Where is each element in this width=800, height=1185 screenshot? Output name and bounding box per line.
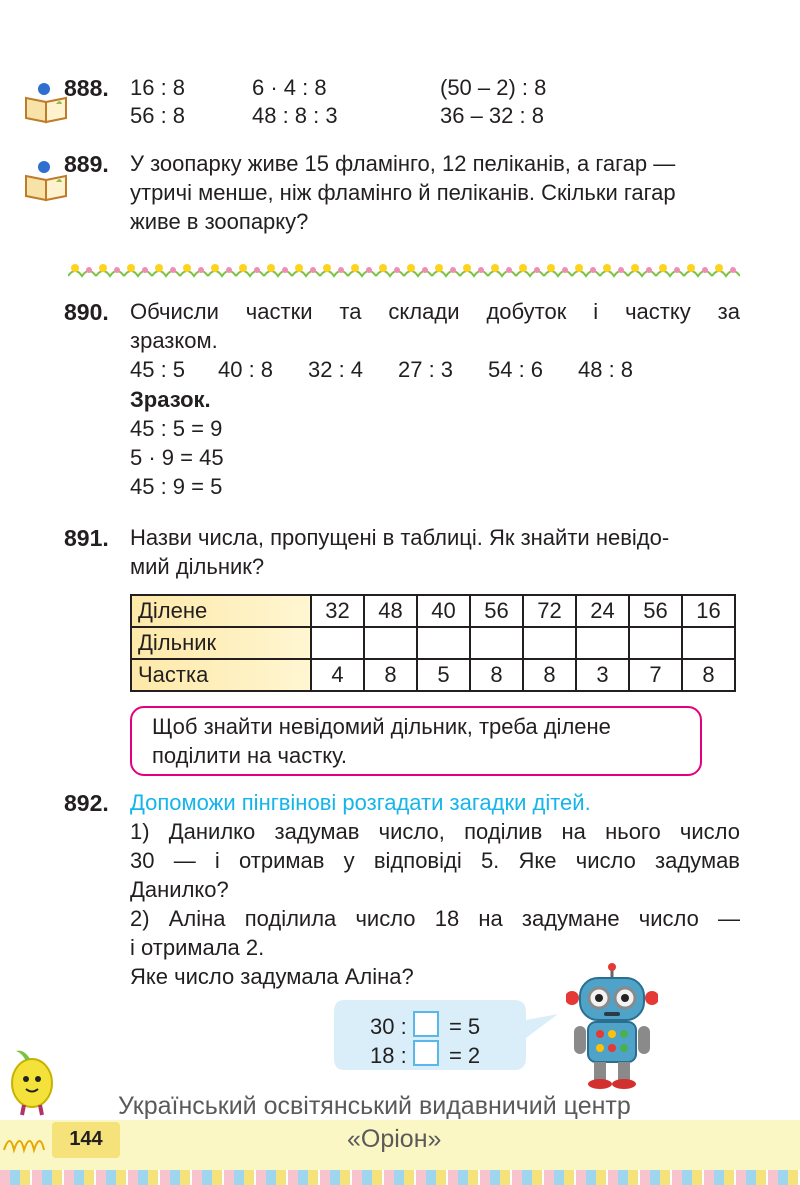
task-890-expr: 45 : 5 [130, 357, 186, 382]
swirl-decoration [0, 1122, 52, 1158]
table-cell-empty [523, 627, 576, 659]
table-cell: 56 [470, 595, 523, 627]
task-891-text: мий дільник? [130, 554, 265, 579]
task-889-number: 889. [64, 151, 109, 177]
sample-line: 5 · 9 = 45 [130, 445, 224, 470]
task-888-expr: 36 – 32 : 8 [440, 103, 544, 128]
task-888-expr: 56 : 8 [130, 103, 186, 128]
lemon-mascot [0, 1045, 60, 1117]
table-cell: 3 [576, 659, 629, 691]
task-892-text: 1) Данилко задумав число, поділив на нього число [130, 819, 740, 844]
task-892-text: 30 — і отримав у відповіді 5. Яке число задумав [130, 848, 740, 873]
task-892-number: 892. [64, 790, 109, 816]
robot-illustration [566, 962, 658, 1090]
table-cell-empty [576, 627, 629, 659]
footer-squares [0, 1170, 800, 1185]
eq-left: 18 : [370, 1043, 407, 1068]
table-cell-empty [470, 627, 523, 659]
table-cell: 56 [629, 595, 682, 627]
publisher-name: Український освітянський видавничий центр [118, 1092, 631, 1120]
task-888-number: 888. [64, 75, 109, 101]
task-892-text: Данилко? [130, 877, 229, 902]
table-cell: 40 [417, 595, 470, 627]
table-cell-empty [629, 627, 682, 659]
sample-line: 45 : 5 = 9 [130, 416, 223, 441]
task-890-number: 890. [64, 299, 109, 325]
task-888-expr: 16 : 8 [130, 75, 186, 100]
table-cell: 4 [311, 659, 364, 691]
task-892-text: 2) Аліна поділила число 18 на задумане число — [130, 906, 740, 931]
row-label-dividend: Ділене [131, 595, 311, 627]
table-row [131, 595, 735, 627]
task-892-text: Яке число задумала Аліна? [130, 964, 414, 989]
equation-line [370, 1011, 480, 1040]
rule-text: Щоб знайти невідомий дільник, треба ділене [152, 714, 611, 739]
equation-line [370, 1040, 480, 1069]
table-cell: 8 [682, 659, 735, 691]
table-cell: 7 [629, 659, 682, 691]
table-cell: 8 [523, 659, 576, 691]
table-cell: 32 [311, 595, 364, 627]
task-890-expr: 27 : 3 [398, 357, 454, 382]
table-cell: 16 [682, 595, 735, 627]
rule-box [130, 706, 702, 776]
table-cell: 24 [576, 595, 629, 627]
task-891-text: Назви числа, пропущені в таблиці. Як знайти невідо- [130, 525, 670, 550]
eq-left: 30 : [370, 1014, 407, 1039]
task-889-text: У зоопарку живе 15 фламінго, 12 пеліканів, а гагар — [130, 151, 676, 176]
table-cell: 5 [417, 659, 470, 691]
task-892-title: Допоможи пінгвінові розгадати загадки дітей. [130, 790, 591, 815]
sample-line: 45 : 9 = 5 [130, 474, 223, 499]
task-888-expr: (50 – 2) : 8 [440, 75, 547, 100]
row-label-quotient: Частка [131, 659, 311, 691]
table-cell-empty [417, 627, 470, 659]
task-892-text: і отримала 2. [130, 935, 265, 960]
page-number: 144 [69, 1128, 103, 1150]
eq-right: = 2 [448, 1043, 481, 1068]
task-888-expr: 48 : 8 : 3 [252, 103, 338, 128]
table-cell-empty [682, 627, 735, 659]
row-label-divisor: Дільник [131, 627, 311, 659]
answer-box [413, 1040, 439, 1066]
page-number-box [52, 1122, 120, 1158]
publisher-name-line2: «Оріон» [347, 1125, 442, 1153]
table-cell: 48 [364, 595, 417, 627]
task-890-text: зразком. [130, 328, 218, 353]
table-row [131, 659, 735, 691]
rule-text: поділити на частку. [152, 743, 348, 768]
task-890-expr: 32 : 4 [308, 357, 364, 382]
eq-right: = 5 [448, 1014, 481, 1039]
task-890-text: Обчисли частки та склади добуток і частку за [130, 299, 740, 324]
table-cell-empty [364, 627, 417, 659]
flower-divider [68, 258, 740, 280]
sample-label: Зразок. [130, 387, 211, 412]
task-890-expr: 54 : 6 [488, 357, 544, 382]
table-row [131, 627, 735, 659]
task-888-expr: 6 · 4 : 8 [252, 75, 327, 100]
task-889-text: утричі менше, ніж фламінго й пеліканів. Скільки гагар [130, 180, 676, 205]
division-table [130, 594, 736, 692]
answer-box [413, 1011, 439, 1037]
table-cell: 8 [364, 659, 417, 691]
task-889-text: живе в зоопарку? [130, 209, 309, 234]
table-cell-empty [311, 627, 364, 659]
task-890-expr: 40 : 8 [218, 357, 274, 382]
task-891-number: 891. [64, 525, 109, 551]
task-890-expr: 48 : 8 [578, 357, 634, 382]
table-cell: 8 [470, 659, 523, 691]
table-cell: 72 [523, 595, 576, 627]
